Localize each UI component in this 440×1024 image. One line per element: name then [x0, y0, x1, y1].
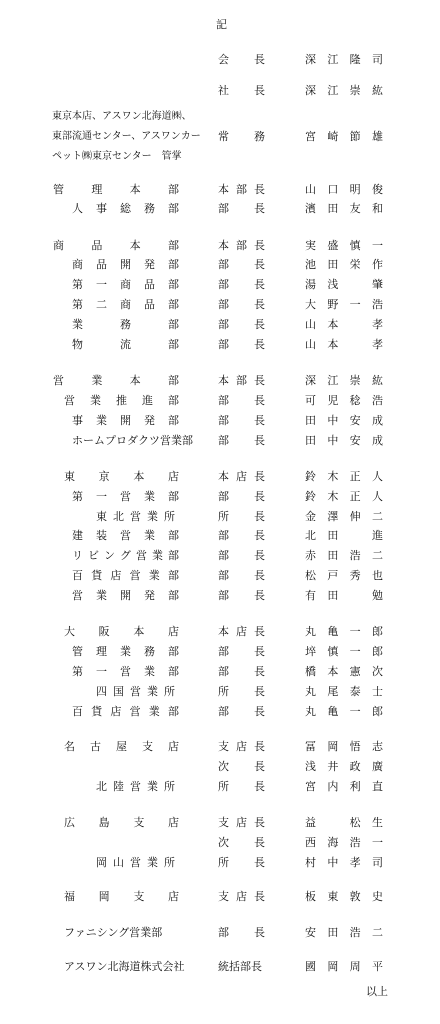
person-name: 板 東 敦 史	[305, 890, 383, 903]
closing-mark: 以上	[366, 985, 388, 998]
department-label: 百 貨 店 営 業 部	[72, 569, 179, 582]
department-label: 商 品 本 部	[53, 239, 179, 252]
department-label: 東部流通センター、アスワンカー	[52, 131, 201, 142]
person-name: 橋 本 憲 次	[305, 665, 383, 678]
person-name: 田 中 安 成	[305, 414, 383, 427]
department-label: 物 流 部	[72, 338, 179, 351]
position-title: 部 長	[218, 434, 265, 447]
person-name: 冨 岡 悟 志	[305, 740, 383, 753]
person-name: 濱 田 友 和	[305, 202, 383, 215]
person-name: 有 田 勉	[305, 589, 383, 602]
person-name: 深 江 崇 紘	[305, 374, 383, 387]
position-title: 部 長	[218, 705, 265, 718]
department-label: 広 島 支 店	[64, 816, 179, 829]
department-label: 営 業 推 進 部	[64, 394, 179, 407]
position-title: 部 長	[218, 645, 265, 658]
position-title: 部 長	[218, 298, 265, 311]
position-title: 部 長	[218, 529, 265, 542]
position-title: 本 部 長	[218, 183, 265, 196]
person-name: 可 児 稔 浩	[305, 394, 383, 407]
person-name: 山 本 孝	[305, 318, 383, 331]
department-label: 事 業 開 発 部	[72, 414, 179, 427]
position-title: 部 長	[218, 490, 265, 503]
position-title: 部 長	[218, 318, 265, 331]
position-title: 部 長	[218, 549, 265, 562]
position-title: 統括部長	[218, 960, 262, 973]
position-title: 部 長	[218, 394, 265, 407]
department-label: 名 古 屋 支 店	[64, 740, 179, 753]
person-name: 丸 亀 一 郎	[305, 625, 383, 638]
person-name: 金 澤 伸 二	[305, 510, 383, 523]
position-title: 社 長	[218, 84, 265, 97]
person-name: 鈴 木 正 人	[305, 470, 383, 483]
person-name: 田 中 安 成	[305, 434, 383, 447]
person-name: 國 岡 周 平	[305, 960, 383, 973]
position-title: 部 長	[218, 569, 265, 582]
department-label: 建 装 営 業 部	[72, 529, 179, 542]
position-title: 所 長	[218, 510, 265, 523]
position-title: 本 店 長	[218, 470, 265, 483]
position-title: 会 長	[218, 53, 265, 66]
person-name: 宮 内 利 直	[305, 780, 383, 793]
department-label: 第 二 商 品 部	[72, 298, 179, 311]
position-title: 常 務	[218, 130, 265, 143]
person-name: 丸 尾 泰 士	[305, 685, 383, 698]
department-label: 営 業 開 発 部	[72, 589, 179, 602]
department-label: 第 一 営 業 部	[72, 490, 179, 503]
position-title: 部 長	[218, 589, 265, 602]
person-name: 宮 崎 節 雄	[305, 130, 383, 143]
position-title: 所 長	[218, 780, 265, 793]
person-name: 益 松 生	[305, 816, 383, 829]
position-title: 次 長	[218, 760, 265, 773]
position-title: 支 店 長	[218, 890, 265, 903]
position-title: 本 部 長	[218, 239, 265, 252]
department-label: リ ビ ン グ 営 業 部	[72, 549, 179, 562]
person-name: 北 田 進	[305, 529, 383, 542]
department-label: 第 一 営 業 部	[72, 665, 179, 678]
department-label: 東 京 本 店	[64, 470, 179, 483]
position-title: 所 長	[218, 856, 265, 869]
position-title: 部 長	[218, 338, 265, 351]
position-title: 所 長	[218, 685, 265, 698]
department-label: 東 北 営 業 所	[96, 510, 175, 523]
department-label: 管 理 本 部	[53, 183, 179, 196]
person-name: 浅 井 政 廣	[305, 760, 383, 773]
department-label: ファニシング営業部	[64, 926, 163, 939]
department-label: 人 事 総 務 部	[72, 202, 179, 215]
person-name: 大 野 一 浩	[305, 298, 383, 311]
department-label: 商 品 開 発 部	[72, 258, 179, 271]
person-name: 松 戸 秀 也	[305, 569, 383, 582]
heading: 記	[216, 18, 227, 31]
person-name: 丸 亀 一 郎	[305, 705, 383, 718]
person-name: 鈴 木 正 人	[305, 490, 383, 503]
person-name: 村 中 孝 司	[305, 856, 383, 869]
position-title: 本 店 長	[218, 625, 265, 638]
person-name: 山 口 明 俊	[305, 183, 383, 196]
department-label: ホームプロダクツ営業部	[72, 434, 193, 447]
position-title: 本 部 長	[218, 374, 265, 387]
department-label: 東京本店、アスワン北海道㈱、	[52, 111, 192, 122]
person-name: 安 田 浩 二	[305, 926, 383, 939]
position-title: 部 長	[218, 665, 265, 678]
position-title: 部 長	[218, 926, 265, 939]
position-title: 支 店 長	[218, 740, 265, 753]
person-name: 池 田 栄 作	[305, 258, 383, 271]
person-name: 実 盛 慎 一	[305, 239, 383, 252]
position-title: 次 長	[218, 836, 265, 849]
department-label: 岡 山 営 業 所	[96, 856, 175, 869]
department-label: ペット㈱東京センター 管掌	[52, 151, 182, 162]
department-label: 四 国 営 業 所	[96, 685, 175, 698]
person-name: 西 海 浩 一	[305, 836, 383, 849]
person-name: 湯 浅 肇	[305, 278, 383, 291]
department-label: 北 陸 営 業 所	[96, 780, 175, 793]
department-label: 営 業 本 部	[53, 374, 179, 387]
department-label: アスワン北海道株式会社	[64, 960, 185, 973]
position-title: 部 長	[218, 258, 265, 271]
department-label: 第 一 商 品 部	[72, 278, 179, 291]
department-label: 福 岡 支 店	[64, 890, 179, 903]
department-label: 管 理 業 務 部	[72, 645, 179, 658]
department-label: 大 阪 本 店	[64, 625, 179, 638]
position-title: 部 長	[218, 414, 265, 427]
position-title: 支 店 長	[218, 816, 265, 829]
person-name: 山 本 孝	[305, 338, 383, 351]
department-label: 業 務 部	[72, 318, 179, 331]
person-name: 埣 慎 一 郎	[305, 645, 383, 658]
person-name: 深 江 隆 司	[305, 53, 383, 66]
department-label: 百 貨 店 営 業 部	[72, 705, 179, 718]
position-title: 部 長	[218, 202, 265, 215]
person-name: 深 江 崇 紘	[305, 84, 383, 97]
position-title: 部 長	[218, 278, 265, 291]
person-name: 赤 田 浩 二	[305, 549, 383, 562]
